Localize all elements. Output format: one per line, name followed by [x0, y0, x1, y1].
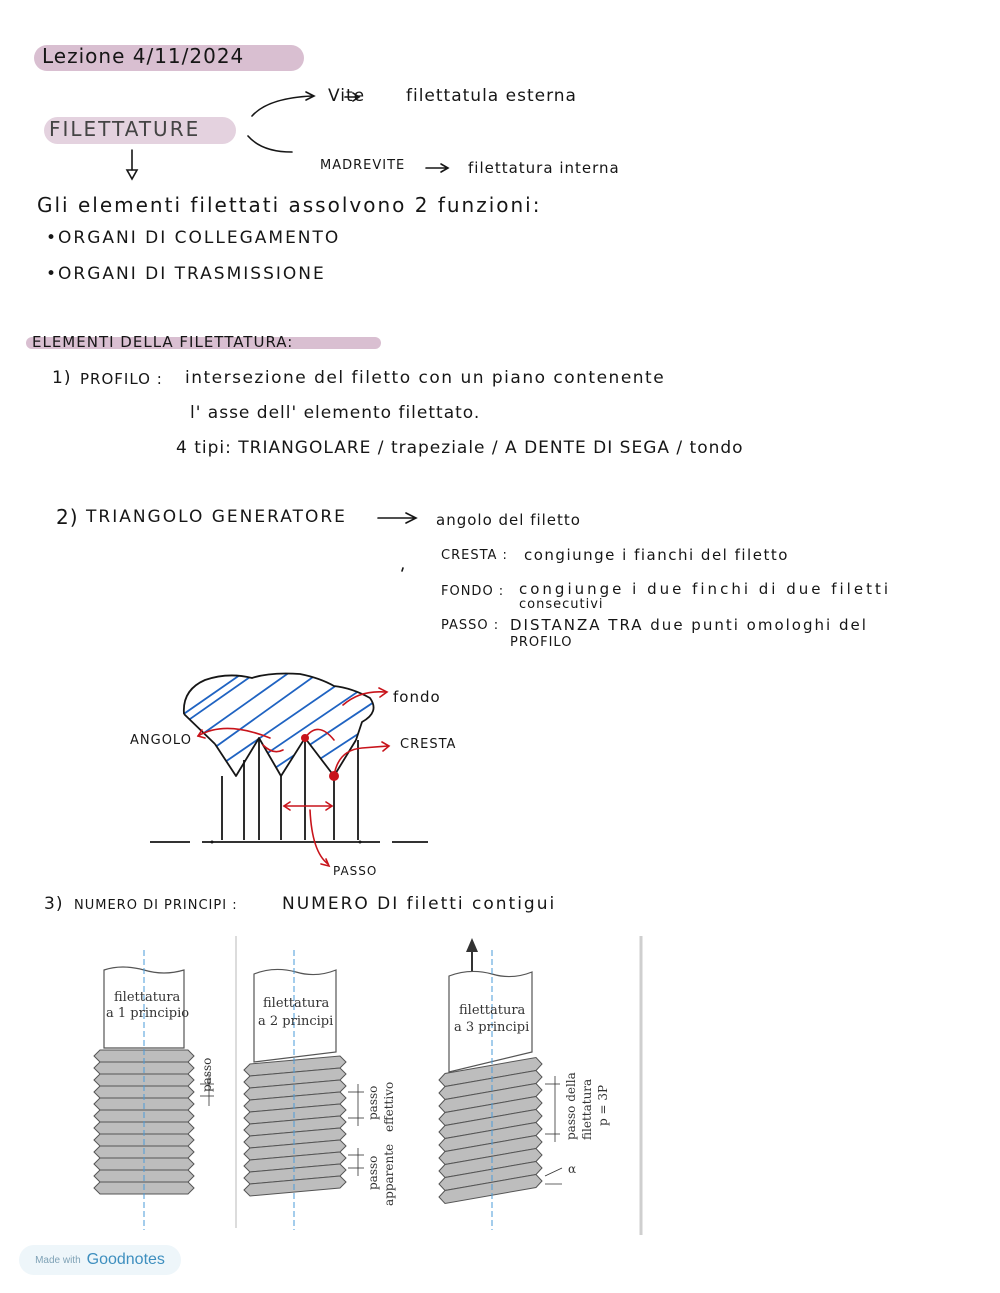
fondo-definition-2: consecutivi: [519, 597, 604, 612]
screw2-dim-apparente-1: passo: [366, 1155, 380, 1190]
profile-label: PROFILO :: [80, 370, 163, 388]
made-with-text: Made with: [35, 1254, 81, 1266]
screw1-label-1: filettatura: [114, 990, 181, 1005]
screw2-label-2: a 2 principi: [258, 1014, 334, 1029]
screw2-dim-apparente-2: apparente: [382, 1143, 396, 1206]
screw2-label-1: filettatura: [263, 996, 330, 1011]
vite-label: Vite: [328, 86, 366, 106]
screw3-label-1: filettatura: [459, 1003, 526, 1018]
principles-definition: NUMERO DI filetti contigui: [282, 894, 557, 914]
function-item-1: •ORGANI DI COLLEGAMENTO: [46, 228, 341, 248]
screw3-angle: α: [568, 1162, 577, 1176]
elements-heading: ELEMENTI DELLA FILETTATURA:: [32, 333, 294, 351]
sketch-label-passo: PASSO: [333, 864, 378, 878]
screw3-dim-1: passo della: [564, 1072, 578, 1140]
branch-arrow-top: [252, 96, 312, 116]
triangle-label: TRIANGOLO GENERATORE: [86, 507, 347, 527]
screw1-label-2: a 1 principio: [106, 1006, 190, 1021]
madrevite-label: MADREVITE: [320, 158, 406, 173]
profile-definition-2: l' asse dell' elemento filettato.: [190, 403, 481, 423]
passo-key: PASSO :: [441, 618, 500, 633]
profile-number: 1): [52, 368, 72, 388]
cresta-key: CRESTA :: [441, 548, 508, 563]
goodnotes-badge[interactable]: [19, 1245, 181, 1275]
screw3-label-2: a 3 principi: [454, 1020, 530, 1035]
profile-definition-1: intersezione del filetto con un piano contenente: [185, 368, 666, 388]
sketch-label-angolo: ANGOLO: [130, 733, 192, 748]
vite-result: filettatula esterna: [406, 86, 577, 106]
fondo-definition-1: congiunge i due finchi di due filetti: [519, 580, 892, 598]
page-title: Lezione 4/11/2024: [42, 44, 245, 68]
screw3-dim-2: filettatura: [580, 1078, 594, 1140]
screw1-dim-passo: passo: [200, 1057, 214, 1092]
principles-number: 3): [44, 894, 64, 914]
sketch-label-fondo: fondo: [393, 688, 441, 706]
fondo-key: FONDO :: [441, 584, 505, 599]
principles-label: NUMERO DI PRINCIPI :: [74, 898, 238, 913]
screw2-dim-effettivo-2: effettivo: [382, 1081, 396, 1132]
branch-arrow-bottom: [248, 136, 292, 152]
profile-types: 4 tipi: TRIANGOLARE / trapeziale / A DENTE DI SEGA / tondo: [176, 438, 744, 458]
function-item-2: •ORGANI DI TRASMISSIONE: [46, 264, 326, 284]
functions-lead: Gli elementi filettati assolvono 2 funzioni:: [37, 193, 542, 217]
sketch-label-cresta: CRESTA: [400, 737, 457, 752]
screw3-dim-3: p = 3P: [596, 1084, 610, 1126]
passo-definition-1: DISTANZA TRA due punti omologhi del: [510, 616, 868, 634]
passo-definition-2: PROFILO: [510, 635, 573, 650]
goodnotes-brand: Goodnotes: [86, 1251, 165, 1268]
triangle-angle: angolo del filetto: [436, 511, 581, 529]
screw2-dim-effettivo-1: passo: [366, 1085, 380, 1120]
filettature-heading: FILETTATURE: [49, 117, 201, 141]
cresta-definition: congiunge i fianchi del filetto: [524, 546, 789, 564]
triangle-number: 2): [56, 505, 79, 529]
madrevite-result: filettatura interna: [468, 159, 620, 177]
